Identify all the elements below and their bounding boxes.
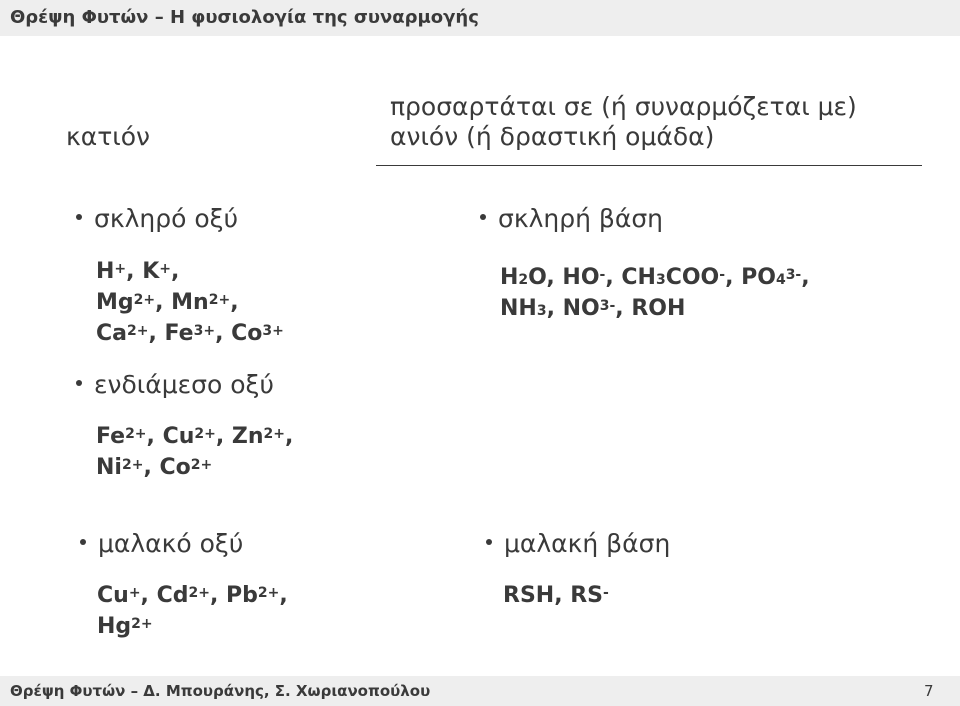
bullet-dot-icon — [486, 539, 492, 545]
intermediate-acid-bullet — [76, 370, 274, 399]
intermediate-acid-line1: $Fe^{2+}$, $Cu^{2+}$, $Zn^{2+}$, — [96, 424, 294, 449]
soft-acid-label: μαλακό οξύ — [98, 529, 244, 558]
hard-base-line1: $H_2O$, HO-, $CH_3COO^-$, $PO_4^{3-}$, — [500, 265, 810, 290]
intermediate-acid-line2: $Ni^{2+}$, $Co^{2+}$ — [96, 455, 213, 480]
bullet-dot-icon — [76, 380, 82, 386]
soft-base-ions — [503, 580, 609, 611]
slide-title: Θρέψη Φυτών – Η φυσιολογία της συναρμογής — [10, 7, 479, 28]
hard-base-bullet — [480, 204, 663, 233]
soft-acid-ions — [97, 580, 288, 642]
soft-base-label: μαλακή βάση — [504, 529, 671, 558]
soft-acid-bullet — [80, 529, 243, 558]
hard-acid-line3: $Ca^{2+}$, $Fe^{3+}$, $Co^{3+}$ — [96, 321, 284, 346]
intermediate-acid-ions — [96, 421, 293, 483]
hard-acid-line2: $Mg^{2+}$, $Mn^{2+}$, — [96, 290, 239, 315]
intermediate-acid-label: ενδιάμεσο οξύ — [94, 370, 274, 399]
hard-acid-label: σκληρό οξύ — [94, 204, 239, 233]
bullet-dot-icon — [480, 214, 486, 220]
footer-authors: Θρέψη Φυτών – Δ. Μπουράνης, Σ. Χωριανοπούλου — [10, 682, 431, 700]
soft-base-bullet — [486, 529, 670, 558]
heading-divider — [376, 165, 922, 166]
bullet-dot-icon — [80, 539, 86, 545]
anion-heading-line2: ανιόν (ή δραστική ομάδα) — [390, 122, 715, 151]
hard-acid-line1: H+, K+, — [96, 259, 180, 284]
hard-base-label: σκληρή βάση — [498, 204, 664, 233]
hard-base-line2: $NH_3$, $NO^{3-}$, ROH — [500, 296, 686, 321]
bullet-dot-icon — [76, 214, 82, 220]
anion-heading-line1: προσαρτάται σε (ή συναρμόζεται με) — [390, 92, 857, 121]
page-number: 7 — [924, 682, 934, 700]
anion-heading — [390, 92, 857, 152]
soft-acid-line2: $Hg^{2+}$ — [97, 614, 153, 639]
soft-base-line1: RSH, RS- — [503, 583, 609, 608]
cation-heading: κατιόν — [66, 122, 150, 151]
hard-acid-bullet — [76, 204, 238, 233]
hard-base-ions — [500, 262, 810, 324]
soft-acid-line1: Cu+, $Cd^{2+}$, $Pb^{2+}$, — [97, 583, 288, 608]
hard-acid-ions — [96, 256, 284, 349]
